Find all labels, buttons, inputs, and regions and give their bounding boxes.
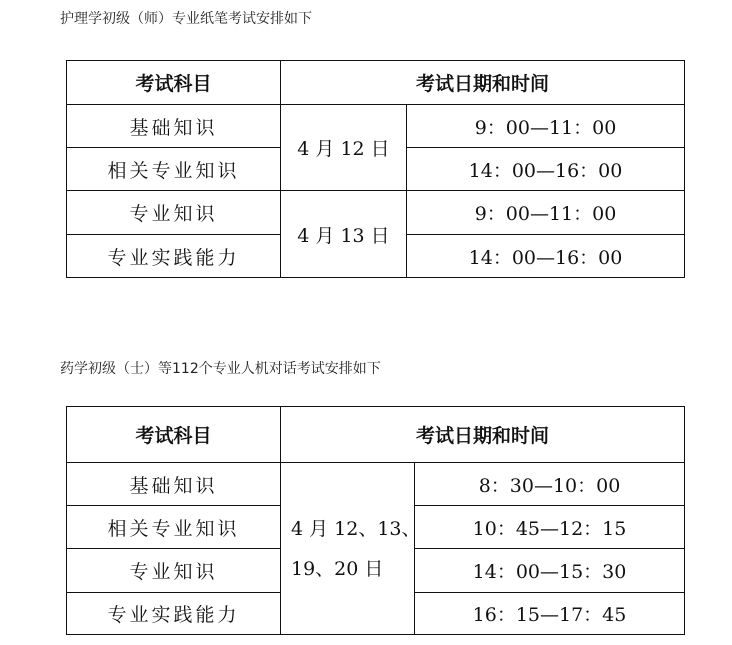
time-cell: 8：30—10：00: [415, 463, 685, 506]
subject-cell: 基础知识: [67, 463, 281, 506]
subject-cell: 专业实践能力: [67, 593, 281, 635]
table-row: [67, 463, 685, 506]
time-cell: 14：00—16：00: [407, 235, 685, 278]
header-subject: 考试科目: [67, 407, 281, 463]
table-row: [67, 105, 685, 148]
time-cell: 14：00—16：00: [407, 148, 685, 191]
subject-cell: 专业知识: [67, 549, 281, 593]
date-cell: 4 月 12 日: [281, 105, 407, 191]
header-datetime: 考试日期和时间: [281, 61, 685, 105]
section2-caption: 药学初级（士）等112个专业人机对话考试安排如下: [60, 361, 381, 377]
time-cell: 14：00—15：30: [415, 549, 685, 593]
date-cell: [281, 463, 421, 635]
subject-cell: 相关专业知识: [67, 506, 281, 549]
subject-cell: 相关专业知识: [67, 148, 281, 191]
date-line-2: 19、20 日: [291, 557, 384, 580]
subject-cell: 专业实践能力: [67, 235, 281, 278]
table-row: [67, 191, 685, 235]
table-header-row: [67, 407, 685, 463]
date-line-1: 4 月 12、13、: [291, 517, 421, 540]
paper-exam-schedule-table: [66, 60, 685, 278]
time-cell: 9：00—11：00: [407, 191, 685, 235]
subject-cell: 专业知识: [67, 191, 281, 235]
table-header-row: [67, 61, 685, 105]
time-cell: 16：15—17：45: [415, 593, 685, 635]
time-cell: 9：00—11：00: [407, 105, 685, 148]
header-datetime: 考试日期和时间: [281, 407, 685, 463]
header-subject: 考试科目: [67, 61, 281, 105]
date-cell: 4 月 13 日: [281, 191, 407, 278]
time-cell: 10：45—12：15: [415, 506, 685, 549]
computer-exam-schedule-table: [66, 406, 685, 635]
section1-caption: 护理学初级（师）专业纸笔考试安排如下: [60, 11, 312, 27]
subject-cell: 基础知识: [67, 105, 281, 148]
